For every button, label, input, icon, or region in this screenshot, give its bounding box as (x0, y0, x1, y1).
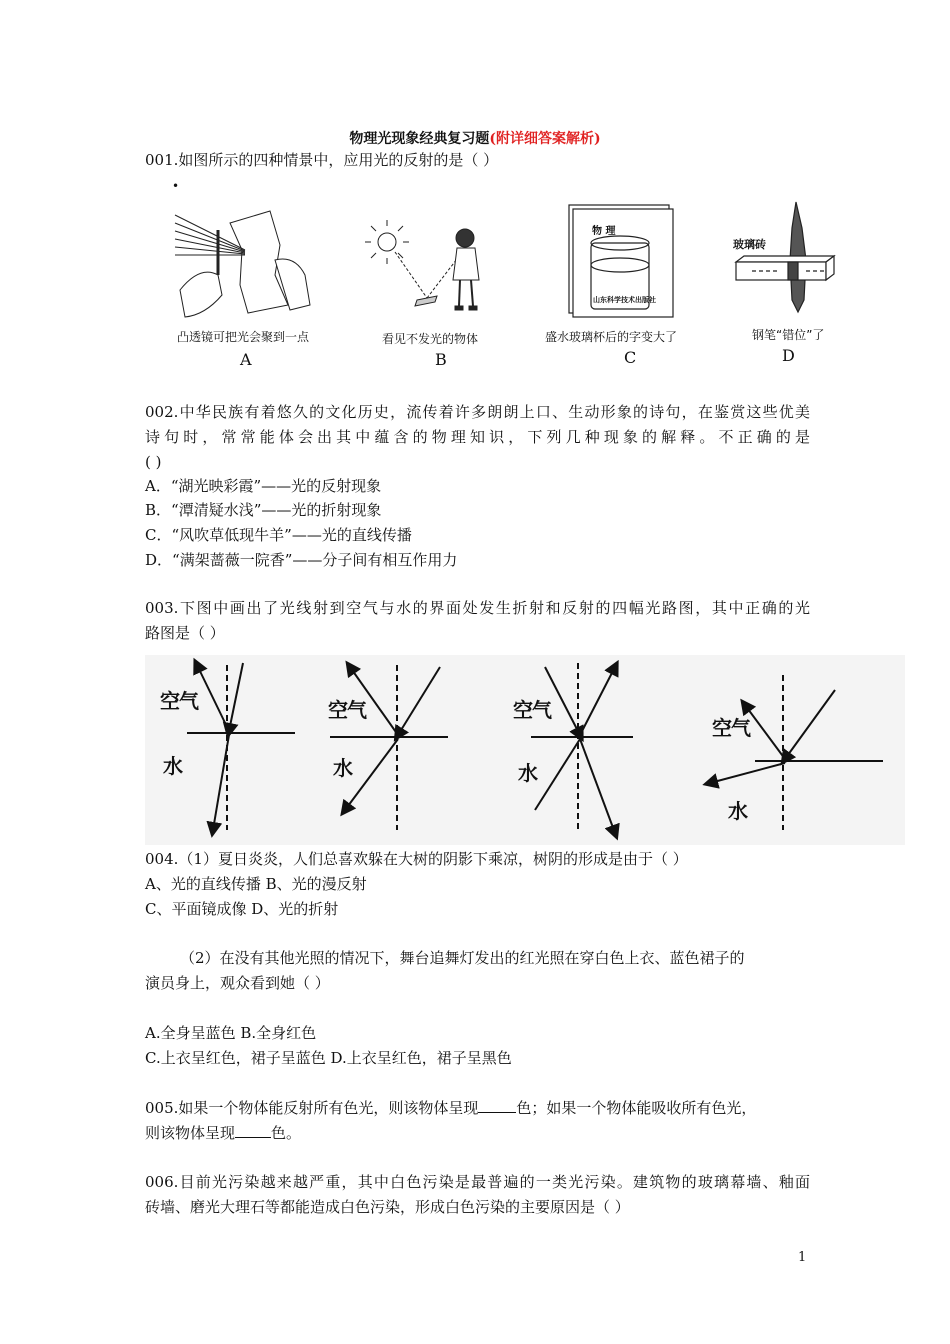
q4-part1-options-ab: A、光的直线传播 B、光的漫反射 (145, 875, 367, 893)
figure-c-letter: C (624, 348, 637, 367)
q2-option-d: D．“满架蔷薇一院香”——分子间有相互作用力 (145, 551, 458, 569)
title-main: 物理光现象经典复习题 (349, 131, 490, 147)
q5-part2: 色；如果一个物体能吸收所有色光， (516, 1099, 757, 1117)
q4-part2-line1: （2）在没有其他光照的情况下，舞台追舞灯发出的红光照在穿白色上衣、蓝色裙子的 (180, 949, 745, 967)
page-number: 1 (798, 1250, 807, 1265)
q2-line2: 诗句时，常常能体会出其中蕴含的物理知识，下列几种现象的解释。不正确的是 (145, 428, 810, 446)
figure-b-sun-girl (365, 220, 500, 320)
figure-a-letter: A (240, 350, 252, 369)
q5-blank-2[interactable] (235, 1123, 271, 1138)
q6-line1: 006.目前光污染越来越严重，其中白色污染是最普遍的一类光污染。建筑物的玻璃幕墙、釉面 (145, 1173, 810, 1191)
figure-c-caption: 盛水玻璃杯后的字变大了 (545, 330, 678, 344)
figure-c-book-title: 物 理 (592, 226, 616, 237)
q5-part1: 005.如果一个物体能反射所有色光，则该物体呈现 (145, 1099, 479, 1117)
title-answer-note: (附详细答案解析) (489, 131, 601, 147)
figure-d-caption: 钢笔“错位”了 (752, 328, 825, 342)
q2-option-c: C．“风吹草低现牛羊”——光的直线传播 (145, 526, 412, 544)
q6-line2: 砖墙、磨光大理石等都能造成白色污染，形成白色污染的主要原因是（ ） (145, 1198, 630, 1216)
page-title (0, 128, 950, 148)
q4-part2-options-cd: C.上衣呈红色，裙子呈蓝色 D.上衣呈红色，裙子呈黑色 (145, 1049, 512, 1067)
figure-d-pen-brick (730, 200, 840, 315)
q2-line3: ( ) (145, 453, 162, 471)
q4-part1-options-cd: C、平面镜成像 D、光的折射 (145, 900, 339, 918)
figure-a-convex-lens (170, 205, 320, 320)
q3-d1-water-label: 水 (163, 754, 182, 778)
q3-d3-water-label: 水 (518, 761, 537, 785)
q3-d1-air-label: 空气 (160, 689, 198, 713)
q5-part3: 则该物体呈现 (145, 1124, 236, 1142)
q5-blank-1[interactable] (478, 1098, 516, 1113)
q3-d2-water-label: 水 (333, 756, 352, 780)
q3-d2-air-label: 空气 (328, 698, 366, 722)
q3-d3-air-label: 空气 (513, 698, 551, 722)
q2-option-b: B．“潭清疑水浅”——光的折射现象 (145, 501, 382, 519)
q4-part1-stem: 004.（1）夏日炎炎，人们总喜欢躲在大树的阴影下乘凉，树阴的形成是由于（ ） (145, 850, 688, 868)
q3-diagram-1 (145, 655, 305, 840)
figure-b-letter: B (435, 350, 447, 369)
q3-diagram-2 (320, 655, 480, 840)
q2-option-a: A．“湖光映彩霞”——光的反射现象 (145, 477, 382, 495)
q3-d4-air-label: 空气 (712, 716, 750, 740)
q5-line1 (145, 1098, 756, 1118)
figure-d-brick-label: 玻璃砖 (733, 238, 766, 251)
q5-part4: 色。 (271, 1124, 302, 1142)
q3-diagram-3 (505, 655, 665, 840)
q1-bullet: • (172, 179, 180, 193)
q4-part2-line2: 演员身上，观众看到她（ ） (145, 974, 330, 992)
q3-d4-water-label: 水 (728, 799, 747, 823)
q4-part2-options-ab: A.全身呈蓝色 B.全身红色 (145, 1024, 317, 1042)
q2-line1: 002.中华民族有着悠久的文化历史，流传着许多朗朗上口、生动形象的诗句，在鉴赏这些优美 (145, 403, 810, 421)
figure-a-caption: 凸透镜可把光会聚到一点 (177, 330, 310, 344)
q3-line2: 路图是（ ） (145, 624, 225, 642)
q5-line2 (145, 1123, 301, 1143)
q3-line1: 003.下图中画出了光线射到空气与水的界面处发生折射和反射的四幅光路图，其中正确的光 (145, 599, 810, 617)
figure-d-letter: D (782, 346, 795, 365)
figure-b-caption: 看见不发光的物体 (382, 332, 479, 346)
q1-stem: 001.如图所示的四种情景中，应用光的反射的是（ ） (145, 151, 499, 169)
figure-c-book-footer: 山东科学技术出版社 (593, 296, 656, 304)
